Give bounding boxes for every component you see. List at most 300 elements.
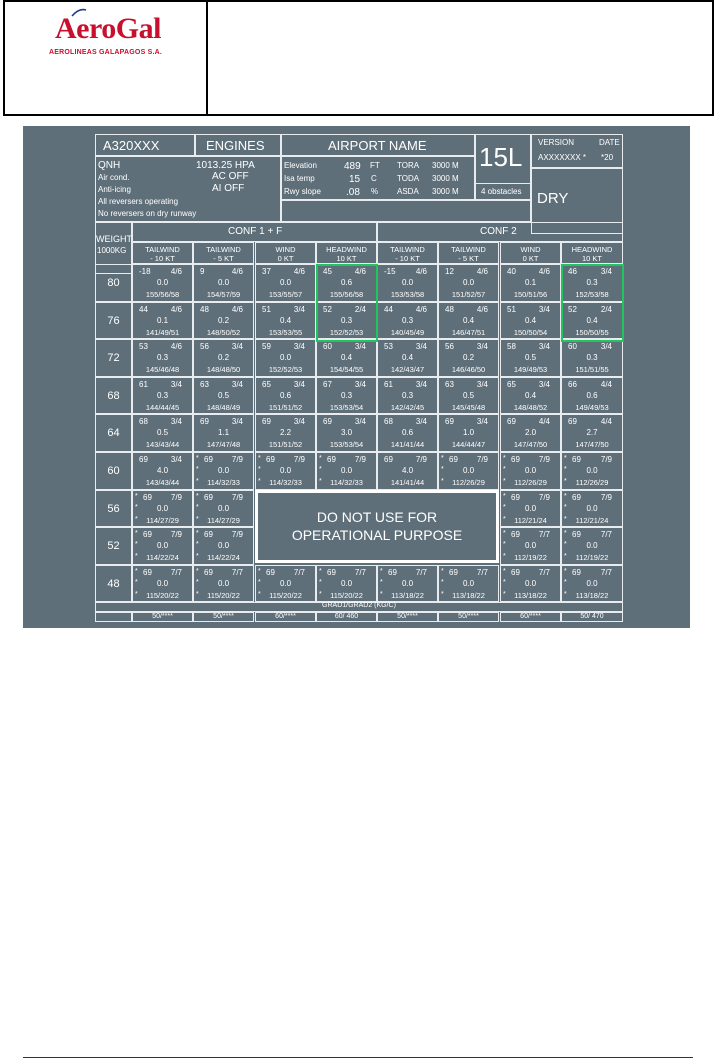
limit-asterisk: * — [319, 567, 322, 575]
performance-speeds: 112/26/29 — [514, 478, 547, 487]
performance-cell — [438, 377, 499, 415]
aircond-label: Air cond. — [98, 173, 130, 182]
performance-limitation-code: 4/4 — [600, 417, 612, 427]
performance-correction: 0.0 — [340, 578, 353, 588]
performance-temperature: 56 — [200, 342, 209, 352]
column-header-line1: WIND — [275, 245, 296, 254]
performance-cell — [132, 414, 193, 452]
performance-correction: 0.0 — [340, 466, 353, 475]
performance-temperature: 69 — [511, 530, 520, 540]
performance-temperature: 69 — [572, 530, 581, 540]
performance-speeds: 150/50/55 — [575, 327, 609, 337]
performance-cell — [193, 452, 254, 490]
performance-temperature: 69 — [327, 567, 336, 577]
performance-cell — [132, 339, 193, 377]
elevation-value: 489 — [344, 161, 361, 172]
weight-value: 52 — [107, 540, 120, 553]
limit-asterisk: * — [258, 466, 261, 473]
limit-asterisk: * — [196, 455, 199, 462]
performance-limitation-code: 7/9 — [293, 455, 305, 464]
performance-temperature: 60 — [323, 342, 332, 352]
column-header-line2: 0 KT — [522, 254, 539, 263]
performance-cell — [500, 490, 561, 528]
performance-temperature: 56 — [445, 342, 454, 352]
performance-cell — [500, 264, 561, 302]
page-footer-rule — [23, 1057, 693, 1058]
performance-speeds: 153/55/57 — [268, 290, 303, 299]
performance-limitation-code: 4/6 — [231, 267, 243, 276]
performance-speeds: 113/18/22 — [452, 590, 485, 600]
asda-label: ASDA — [397, 187, 419, 196]
performance-temperature: 69 — [507, 417, 516, 427]
performance-limitation-code: 3/4 — [538, 342, 550, 352]
performance-temperature: 37 — [262, 267, 271, 276]
performance-correction: 0.2 — [462, 353, 475, 363]
grad-value: 50/**** — [152, 613, 173, 620]
performance-cell — [500, 527, 561, 565]
performance-cell — [561, 565, 623, 603]
limit-asterisk: * — [258, 590, 261, 598]
performance-correction: 0.0 — [524, 541, 537, 551]
warning-line-2: OPERATIONAL PURPOSE — [291, 527, 463, 543]
weight-cell — [95, 490, 132, 528]
limit-asterisk: * — [196, 530, 199, 538]
performance-cell — [438, 414, 499, 452]
performance-temperature: 69 — [572, 567, 581, 577]
performance-cell — [255, 452, 316, 490]
grad-weight-cell — [95, 612, 132, 622]
performance-temperature: 46 — [568, 267, 577, 276]
performance-speeds: 152/53/58 — [575, 290, 609, 299]
performance-speeds: 148/48/50 — [206, 365, 241, 375]
performance-correction: 0.1 — [156, 315, 169, 325]
limit-asterisk: * — [503, 503, 506, 511]
performance-correction: 4.0 — [156, 466, 169, 475]
performance-limitation-code: 3/4 — [231, 342, 243, 352]
performance-speeds: 151/51/52 — [268, 402, 303, 412]
column-header-5 — [377, 242, 438, 264]
performance-limitation-code: 3/4 — [415, 379, 427, 389]
toda-value: 3000 M — [432, 174, 459, 183]
performance-correction: 0.4 — [524, 315, 537, 325]
performance-speeds: 144/44/47 — [451, 440, 486, 450]
performance-temperature: -15 — [384, 267, 396, 276]
performance-limitation-code: 3/4 — [293, 304, 305, 314]
performance-speeds: 152/52/53 — [268, 365, 303, 375]
performance-limitation-code: 7/7 — [170, 567, 182, 577]
highlight-conf1-headwind — [316, 264, 378, 342]
performance-cell — [500, 414, 561, 452]
performance-temperature: 69 — [511, 567, 520, 577]
performance-temperature: 44 — [384, 304, 393, 314]
performance-correction: 0.0 — [217, 278, 230, 287]
limit-asterisk: * — [503, 455, 506, 462]
performance-speeds: 148/50/52 — [206, 327, 241, 337]
weight-cell — [95, 377, 132, 415]
column-header-line1: TAILWIND — [145, 245, 180, 254]
performance-limitation-code: 7/7 — [476, 567, 488, 577]
performance-temperature: 69 — [327, 455, 336, 464]
performance-speeds: 153/53/58 — [390, 290, 425, 299]
performance-limitation-code: 3/4 — [538, 379, 550, 389]
performance-correction: 0.0 — [217, 578, 230, 588]
aircraft-label: A320XXX — [103, 138, 160, 153]
performance-speeds: 145/46/48 — [145, 365, 180, 375]
column-header-line1: HEADWIND — [326, 245, 367, 254]
limit-asterisk: * — [503, 530, 506, 538]
performance-limitation-code: 3/4 — [170, 417, 182, 427]
performance-speeds: 141/41/44 — [390, 478, 425, 487]
column-header-line2: - 10 KT — [395, 254, 420, 263]
performance-cell — [255, 264, 316, 302]
limit-asterisk: * — [441, 567, 444, 575]
limit-asterisk: * — [196, 466, 199, 473]
limit-asterisk: * — [258, 567, 261, 575]
performance-limitation-code: 4/6 — [293, 267, 305, 276]
performance-speeds: 112/21/24 — [575, 515, 609, 525]
performance-cell — [561, 490, 623, 528]
performance-speeds: 150/51/56 — [513, 290, 548, 299]
performance-cell — [377, 264, 438, 302]
performance-limitation-code: 3/4 — [231, 379, 243, 389]
performance-temperature: 9 — [200, 267, 205, 276]
performance-correction: 0.4 — [524, 390, 537, 400]
performance-speeds: 148/48/52 — [513, 402, 548, 412]
performance-temperature: 68 — [139, 417, 148, 427]
performance-limitation-code: 4/6 — [170, 342, 182, 352]
limit-asterisk: * — [319, 466, 322, 473]
performance-speeds: 114/32/33 — [207, 478, 240, 487]
performance-correction: 0.3 — [586, 353, 598, 363]
limit-asterisk: * — [135, 530, 138, 538]
obstacles-label: 4 obstacles — [481, 187, 522, 196]
performance-correction: 1.1 — [217, 428, 230, 438]
performance-correction: 2.7 — [586, 428, 598, 438]
performance-cell — [193, 490, 254, 528]
performance-speeds: 114/32/33 — [330, 478, 363, 487]
grad-value: 60/ 460 — [334, 613, 359, 620]
grad-label: GRAD1/GRAD2 (KG/C) — [322, 602, 396, 609]
performance-limitation-code: 7/7 — [600, 530, 612, 540]
limit-asterisk: * — [135, 590, 138, 598]
performance-cell — [377, 565, 438, 603]
performance-cell — [193, 565, 254, 603]
performance-temperature: 52 — [323, 304, 332, 314]
performance-temperature: 66 — [568, 379, 577, 389]
limit-asterisk: * — [503, 578, 506, 586]
performance-correction: 2.2 — [279, 428, 292, 438]
performance-speeds: 114/22/24 — [146, 553, 179, 563]
reversers-line-2: No reversers on dry runway — [98, 209, 197, 218]
grad-cell — [316, 612, 377, 622]
performance-speeds: 112/26/29 — [452, 478, 485, 487]
performance-speeds: 115/20/22 — [207, 590, 240, 600]
grad-value: 60/**** — [520, 613, 541, 620]
performance-limitation-code: 2/4 — [600, 304, 612, 314]
limit-asterisk: * — [196, 541, 199, 549]
performance-temperature: 60 — [568, 342, 577, 352]
weight-cell — [95, 264, 132, 302]
performance-correction: 0.3 — [340, 390, 353, 400]
performance-cell — [316, 339, 377, 377]
takeoff-chart-panel — [23, 126, 690, 628]
date-label: DATE — [599, 138, 620, 147]
limit-asterisk: * — [135, 503, 138, 511]
performance-temperature: 53 — [139, 342, 148, 352]
performance-temperature: 69 — [204, 455, 213, 464]
performance-limitation-code: 3/4 — [293, 379, 305, 389]
performance-speeds: 115/20/22 — [146, 590, 179, 600]
performance-correction: 0.0 — [217, 466, 230, 475]
performance-speeds: 144/44/45 — [145, 402, 180, 412]
limit-asterisk: * — [441, 590, 444, 598]
grad-value: 50/**** — [397, 613, 418, 620]
limit-asterisk: * — [503, 492, 506, 500]
performance-cell — [561, 414, 623, 452]
performance-limitation-code: 3/4 — [600, 267, 612, 276]
weight-value: 80 — [107, 277, 120, 289]
weight-cell — [95, 414, 132, 452]
logo-cell — [5, 2, 208, 114]
performance-limitation-code: 4/6 — [354, 267, 366, 276]
performance-speeds: 152/52/53 — [329, 327, 364, 337]
performance-cell — [500, 377, 561, 415]
performance-limitation-code: 7/9 — [354, 455, 366, 464]
performance-temperature: 51 — [262, 304, 271, 314]
performance-speeds: 141/49/51 — [145, 327, 180, 337]
limit-asterisk: * — [503, 590, 506, 598]
performance-cell — [193, 302, 254, 340]
performance-limitation-code: 2/4 — [354, 304, 366, 314]
column-header-line2: - 10 KT — [150, 254, 175, 263]
limit-asterisk: * — [135, 567, 138, 575]
limit-asterisk: * — [564, 466, 567, 473]
performance-speeds: 149/49/53 — [575, 402, 609, 412]
performance-temperature: 69 — [143, 567, 152, 577]
performance-speeds: 146/46/50 — [451, 365, 486, 375]
limit-asterisk: * — [441, 466, 444, 473]
performance-correction: 0.0 — [279, 353, 292, 363]
limit-asterisk: * — [564, 455, 567, 462]
limit-asterisk: * — [135, 541, 138, 549]
grad-cell — [193, 612, 254, 622]
conf1-label: CONF 1 + F — [228, 226, 283, 237]
weight-cell — [95, 339, 132, 377]
performance-cell — [132, 377, 193, 415]
performance-temperature: 69 — [511, 492, 520, 502]
conf2-label: CONF 2 — [480, 226, 517, 237]
performance-cell — [377, 377, 438, 415]
column-header-line2: 10 KT — [336, 254, 357, 263]
warning-line-1: DO NOT USE FOR — [316, 509, 438, 525]
performance-limitation-code: 4/6 — [476, 267, 488, 276]
performance-temperature: 69 — [568, 417, 577, 427]
performance-limitation-code: 3/4 — [354, 379, 366, 389]
runway-surface: DRY — [537, 190, 569, 207]
limit-asterisk: * — [319, 578, 322, 586]
limit-asterisk: * — [380, 578, 383, 586]
performance-correction: 0.6 — [279, 390, 292, 400]
antiicing-label: Anti-icing — [98, 185, 131, 194]
performance-speeds: 113/18/22 — [575, 590, 609, 600]
weight-unit: 1000KG — [97, 246, 127, 255]
performance-cell — [438, 452, 499, 490]
performance-temperature: 69 — [449, 455, 458, 464]
performance-correction: 0.0 — [279, 278, 292, 287]
limit-asterisk: * — [319, 478, 322, 485]
weight-value: 56 — [107, 502, 120, 515]
limit-asterisk: * — [503, 553, 506, 561]
performance-correction: 0.0 — [462, 578, 475, 588]
limit-asterisk: * — [564, 567, 567, 575]
performance-temperature: 59 — [262, 342, 271, 352]
performance-correction: 0.0 — [586, 466, 598, 475]
performance-temperature: 69 — [143, 492, 152, 502]
performance-speeds: 149/49/53 — [513, 365, 548, 375]
performance-cell — [561, 527, 623, 565]
performance-correction: 0.3 — [156, 390, 169, 400]
performance-limitation-code: 7/7 — [231, 567, 243, 577]
performance-cell — [255, 339, 316, 377]
performance-speeds: 115/20/22 — [269, 590, 302, 600]
weight-cell — [95, 527, 132, 565]
performance-temperature: 68 — [384, 417, 393, 427]
performance-cell — [193, 414, 254, 452]
performance-limitation-code: 7/7 — [415, 567, 427, 577]
performance-cell — [561, 452, 623, 490]
performance-temperature: 69 — [204, 492, 213, 502]
performance-limitation-code: 7/9 — [170, 530, 182, 540]
limit-asterisk: * — [564, 503, 567, 511]
performance-limitation-code: 7/7 — [538, 530, 550, 540]
performance-cell — [377, 302, 438, 340]
limit-asterisk: * — [441, 578, 444, 586]
performance-cell — [316, 452, 377, 490]
performance-limitation-code: 4/4 — [538, 417, 550, 427]
performance-correction: 2.0 — [524, 428, 537, 438]
column-header-1 — [132, 242, 193, 264]
performance-correction: 0.0 — [401, 278, 414, 287]
performance-speeds: 113/18/22 — [514, 590, 547, 600]
performance-speeds: 115/20/22 — [330, 590, 363, 600]
performance-temperature: 69 — [266, 455, 275, 464]
performance-temperature: 69 — [262, 417, 271, 427]
performance-temperature: 61 — [384, 379, 393, 389]
performance-temperature: 69 — [511, 455, 520, 464]
performance-limitation-code: 4/6 — [476, 304, 488, 314]
weight-value: 72 — [107, 352, 120, 365]
performance-temperature: 40 — [507, 267, 516, 276]
performance-limitation-code: 3/4 — [415, 417, 427, 427]
weight-value: 48 — [107, 577, 120, 590]
performance-speeds: 114/22/24 — [207, 553, 240, 563]
performance-temperature: 53 — [384, 342, 393, 352]
performance-correction: 0.4 — [401, 353, 414, 363]
performance-cell — [193, 264, 254, 302]
grad-cell — [377, 612, 438, 622]
performance-limitation-code: 3/4 — [170, 379, 182, 389]
performance-cell — [316, 565, 377, 603]
performance-correction: 0.4 — [462, 315, 475, 325]
limit-asterisk: * — [380, 567, 383, 575]
performance-correction: 0.3 — [401, 390, 414, 400]
column-header-line1: TAILWIND — [390, 245, 425, 254]
performance-speeds: 142/43/47 — [390, 365, 425, 375]
weight-value: 60 — [107, 465, 120, 477]
column-header-line1: TAILWIND — [451, 245, 486, 254]
performance-correction: 0.4 — [279, 315, 292, 325]
performance-cell — [193, 527, 254, 565]
column-header-line2: - 5 KT — [213, 254, 234, 263]
performance-temperature: 45 — [323, 267, 332, 276]
performance-limitation-code: 7/9 — [415, 455, 427, 464]
qnh-label: QNH — [98, 160, 121, 171]
performance-cell — [132, 302, 193, 340]
column-header-line1: HEADWIND — [571, 245, 613, 254]
reversers-line-1: All reversers operating — [98, 197, 179, 206]
limit-asterisk: * — [380, 590, 383, 598]
column-header-line2: 0 KT — [277, 254, 294, 263]
performance-correction: 0.0 — [217, 541, 230, 551]
performance-temperature: 69 — [139, 455, 148, 464]
performance-temperature: 61 — [139, 379, 148, 389]
performance-limitation-code: 3/4 — [170, 455, 182, 464]
performance-temperature: 69 — [445, 417, 454, 427]
weight-value: 68 — [107, 389, 120, 402]
grad-cell — [132, 612, 193, 622]
performance-speeds: 151/51/52 — [268, 440, 303, 450]
performance-correction: 0.0 — [524, 503, 537, 513]
performance-cell — [500, 452, 561, 490]
limit-asterisk: * — [564, 530, 567, 538]
performance-speeds: 150/50/54 — [513, 327, 548, 337]
performance-cell — [561, 339, 623, 377]
performance-correction: 0.1 — [524, 278, 537, 287]
performance-temperature: 65 — [262, 379, 271, 389]
limit-asterisk: * — [196, 578, 199, 586]
performance-cell — [377, 339, 438, 377]
performance-correction: 0.0 — [586, 503, 598, 513]
version-label: VERSION — [538, 138, 575, 147]
performance-temperature: 67 — [323, 379, 332, 389]
limit-asterisk: * — [564, 515, 567, 523]
performance-correction: 0.6 — [340, 278, 353, 287]
grad-value: 60/**** — [275, 613, 296, 620]
performance-correction: 0.0 — [462, 278, 475, 287]
performance-correction: 0.5 — [462, 390, 475, 400]
performance-speeds: 112/26/29 — [575, 478, 609, 487]
grad-value: 50/**** — [213, 613, 234, 620]
performance-cell — [377, 452, 438, 490]
weight-label: WEIGHT — [96, 234, 132, 244]
slope-unit: % — [371, 187, 379, 196]
performance-correction: 0.0 — [524, 466, 537, 475]
performance-speeds: 114/27/29 — [207, 515, 240, 525]
performance-speeds: 148/48/49 — [206, 402, 241, 412]
performance-cell — [316, 414, 377, 452]
limit-asterisk: * — [258, 478, 261, 485]
performance-speeds: 154/57/59 — [206, 290, 241, 299]
limit-asterisk: * — [503, 466, 506, 473]
performance-limitation-code: 3/4 — [354, 417, 366, 427]
grad-value: 50/**** — [458, 613, 479, 620]
elevation-unit: FT — [370, 161, 380, 170]
performance-limitation-code: 3/4 — [476, 417, 488, 427]
aircond-value: AC OFF — [212, 171, 249, 182]
performance-cell — [132, 452, 193, 490]
performance-limitation-code: 7/7 — [293, 567, 305, 577]
weight-cell — [95, 452, 132, 490]
